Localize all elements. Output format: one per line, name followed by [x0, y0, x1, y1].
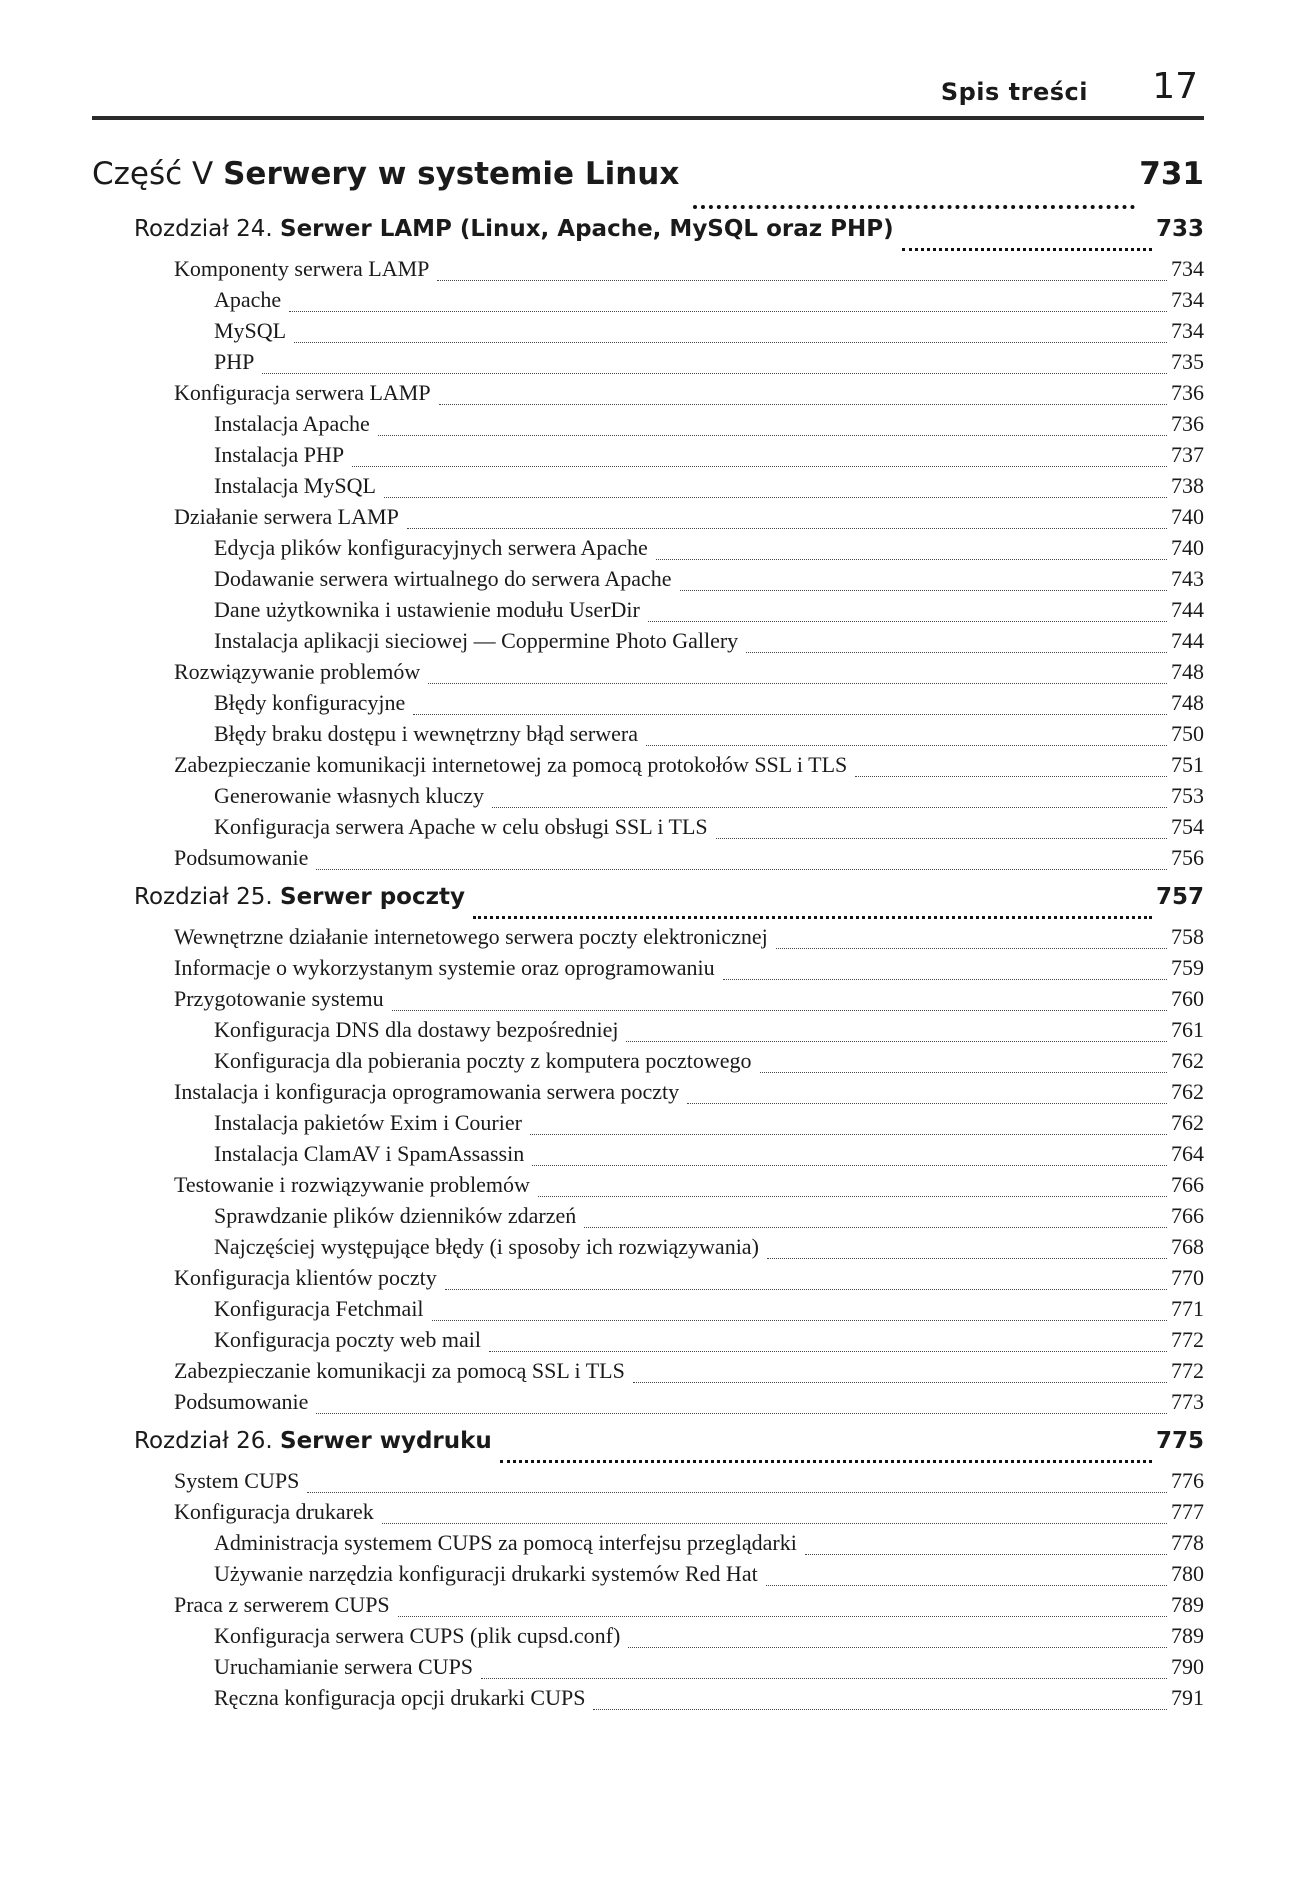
- entry-page: 738: [1171, 473, 1204, 498]
- chapter-page: 757: [1155, 884, 1204, 910]
- dot-leader: [723, 979, 1167, 980]
- dot-leader: [538, 1196, 1167, 1197]
- entry-title: Konfiguracja serwera CUPS (plik cupsd.conf): [214, 1623, 621, 1648]
- toc-subsection: [92, 1296, 1204, 1327]
- entry-title: Rozwiązywanie problemów: [174, 659, 421, 684]
- dot-leader: [593, 1709, 1167, 1710]
- toc-section: [92, 1265, 1204, 1296]
- entry-title: Dane użytkownika i ustawienie modułu UserDir: [214, 597, 640, 622]
- toc-section: [92, 1358, 1204, 1389]
- dot-leader: [693, 205, 1135, 209]
- entry-page: 734: [1171, 318, 1204, 343]
- dot-leader: [481, 1678, 1167, 1679]
- dot-leader: [398, 1616, 1167, 1617]
- dot-leader: [716, 838, 1167, 839]
- dot-leader: [628, 1647, 1167, 1648]
- entry-title: Generowanie własnych kluczy: [214, 783, 485, 808]
- part-label: [92, 156, 679, 192]
- entry-title: Instalacja aplikacji sieciowej — Coppermine Photo Gallery: [214, 628, 739, 653]
- toc-section: [92, 1592, 1204, 1623]
- toc-subsection: [92, 721, 1204, 752]
- entry-title: Podsumowanie: [174, 1389, 309, 1414]
- entry-page: 761: [1171, 1017, 1204, 1042]
- toc-subsection: [92, 1234, 1204, 1265]
- dot-leader: [432, 1320, 1167, 1321]
- dot-leader: [805, 1554, 1167, 1555]
- toc-subsection: [92, 287, 1204, 318]
- entry-title: Błędy braku dostępu i wewnętrzny błąd serwera: [214, 721, 638, 746]
- toc-section: [92, 1468, 1204, 1499]
- toc-subsection: [92, 1203, 1204, 1234]
- entry-page: 734: [1171, 256, 1204, 281]
- dot-leader: [382, 1523, 1167, 1524]
- entry-page: 789: [1171, 1623, 1204, 1648]
- dot-leader: [902, 248, 1152, 251]
- toc-subsection: [92, 535, 1204, 566]
- entry-title: Zabezpieczanie komunikacji internetowej za pomocą protokołów SSL i TLS: [174, 752, 848, 777]
- dot-leader: [445, 1289, 1167, 1290]
- toc-subsection: [92, 597, 1204, 628]
- running-header-title: Spis treści: [940, 78, 1088, 106]
- dot-leader: [289, 311, 1167, 312]
- entry-title: Błędy konfiguracyjne: [214, 690, 406, 715]
- entry-page: 756: [1171, 845, 1204, 870]
- entry-title: Instalacja ClamAV i SpamAssassin: [214, 1141, 525, 1166]
- toc-subsection: [92, 1654, 1204, 1685]
- dot-leader: [492, 807, 1167, 808]
- part-prefix: Część V: [92, 156, 214, 192]
- entry-title: Konfiguracja drukarek: [174, 1499, 374, 1524]
- dot-leader: [687, 1103, 1167, 1104]
- dot-leader: [626, 1041, 1167, 1042]
- page-number: 17: [1152, 66, 1198, 107]
- dot-leader: [532, 1165, 1167, 1166]
- toc-subsection: [92, 1141, 1204, 1172]
- chapter-title: Serwer wydruku: [280, 1428, 492, 1454]
- chapter-prefix: Rozdział 26.: [134, 1428, 273, 1454]
- dot-leader: [428, 683, 1167, 684]
- entry-page: 768: [1171, 1234, 1204, 1259]
- entry-page: 748: [1171, 690, 1204, 715]
- chapter-label: [134, 1428, 492, 1454]
- chapter-title: Serwer LAMP (Linux, Apache, MySQL oraz PHP): [280, 216, 894, 242]
- dot-leader: [307, 1492, 1167, 1493]
- entry-page: 771: [1171, 1296, 1204, 1321]
- entry-page: 762: [1171, 1079, 1204, 1104]
- entry-page: 734: [1171, 287, 1204, 312]
- dot-leader: [530, 1134, 1167, 1135]
- entry-title: Najczęściej występujące błędy (i sposoby ich rozwiązywania): [214, 1234, 759, 1259]
- entry-page: 735: [1171, 349, 1204, 374]
- toc-section: [92, 1499, 1204, 1530]
- entry-page: 744: [1171, 628, 1204, 653]
- entry-page: 754: [1171, 814, 1204, 839]
- toc-section: [92, 380, 1204, 411]
- toc-section: [92, 924, 1204, 955]
- entry-title: Apache: [214, 287, 282, 312]
- entry-title: Konfiguracja klientów poczty: [174, 1265, 437, 1290]
- entry-title: Przygotowanie systemu: [174, 986, 384, 1011]
- entry-title: Informacje o wykorzystanym systemie oraz oprogramowaniu: [174, 955, 715, 980]
- toc-chapter: [92, 884, 1204, 924]
- entry-title: MySQL: [214, 318, 287, 343]
- toc-section: [92, 955, 1204, 986]
- entry-page: 790: [1171, 1654, 1204, 1679]
- entry-title: Podsumowanie: [174, 845, 309, 870]
- chapter-page: 733: [1155, 216, 1204, 242]
- entry-title: Konfiguracja dla pobierania poczty z komputera pocztowego: [214, 1048, 752, 1073]
- toc-subsection: [92, 1561, 1204, 1592]
- dot-leader: [500, 1460, 1152, 1463]
- entry-page: 789: [1171, 1592, 1204, 1617]
- running-header: [92, 60, 1204, 120]
- toc-subsection: [92, 1327, 1204, 1358]
- toc-section: [92, 504, 1204, 535]
- chapter-page: 775: [1155, 1428, 1204, 1454]
- chapter-label: [134, 884, 465, 910]
- entry-title: Komponenty serwera LAMP: [174, 256, 430, 281]
- toc-subsection: [92, 411, 1204, 442]
- dot-leader: [473, 916, 1152, 919]
- entry-page: 777: [1171, 1499, 1204, 1524]
- entry-title: Konfiguracja DNS dla dostawy bezpośredniej: [214, 1017, 619, 1042]
- toc-subsection: [92, 628, 1204, 659]
- entry-page: 753: [1171, 783, 1204, 808]
- part-page: 731: [1139, 156, 1204, 192]
- chapter-label: [134, 216, 894, 242]
- toc-section: [92, 986, 1204, 1017]
- toc-section: [92, 845, 1204, 876]
- entry-title: Zabezpieczanie komunikacji za pomocą SSL i TLS: [174, 1358, 625, 1383]
- toc-section: [92, 659, 1204, 690]
- entry-title: Uruchamianie serwera CUPS: [214, 1654, 474, 1679]
- dot-leader: [646, 745, 1167, 746]
- toc-subsection: [92, 1048, 1204, 1079]
- toc-section: [92, 1079, 1204, 1110]
- toc-subsection: [92, 1623, 1204, 1654]
- toc-chapter: [92, 216, 1204, 256]
- toc-section: [92, 1389, 1204, 1420]
- entry-page: 760: [1171, 986, 1204, 1011]
- toc-subsection: [92, 1685, 1204, 1716]
- entry-page: 776: [1171, 1468, 1204, 1493]
- dot-leader: [746, 652, 1167, 653]
- entry-page: 740: [1171, 535, 1204, 560]
- entry-page: 770: [1171, 1265, 1204, 1290]
- entry-title: Używanie narzędzia konfiguracji drukarki systemów Red Hat: [214, 1561, 758, 1586]
- toc-subsection: [92, 814, 1204, 845]
- part-title: Serwery w systemie Linux: [223, 156, 680, 192]
- entry-title: System CUPS: [174, 1468, 300, 1493]
- toc-subsection: [92, 1530, 1204, 1561]
- entry-title: Instalacja MySQL: [214, 473, 376, 498]
- toc-subsection: [92, 1017, 1204, 1048]
- entry-page: 736: [1171, 380, 1204, 405]
- toc-subsection: [92, 1110, 1204, 1141]
- entry-page: 736: [1171, 411, 1204, 436]
- chapter-prefix: Rozdział 24.: [134, 216, 273, 242]
- entry-title: Konfiguracja Fetchmail: [214, 1296, 424, 1321]
- dot-leader: [384, 497, 1167, 498]
- entry-title: Instalacja pakietów Exim i Courier: [214, 1110, 522, 1135]
- table-of-contents: [92, 152, 1204, 1716]
- dot-leader: [680, 590, 1167, 591]
- entry-page: 748: [1171, 659, 1204, 684]
- entry-page: 744: [1171, 597, 1204, 622]
- entry-page: 740: [1171, 504, 1204, 529]
- entry-title: Administracja systemem CUPS za pomocą interfejsu przeglądarki: [214, 1530, 797, 1555]
- chapters-list: [92, 216, 1204, 1716]
- dot-leader: [855, 776, 1167, 777]
- entry-title: Działanie serwera LAMP: [174, 504, 399, 529]
- toc-subsection: [92, 566, 1204, 597]
- entry-page: 750: [1171, 721, 1204, 746]
- dot-leader: [437, 280, 1167, 281]
- dot-leader: [262, 373, 1167, 374]
- entry-page: 759: [1171, 955, 1204, 980]
- dot-leader: [489, 1351, 1167, 1352]
- dot-leader: [633, 1382, 1167, 1383]
- dot-leader: [294, 342, 1167, 343]
- entry-title: Praca z serwerem CUPS: [174, 1592, 390, 1617]
- entry-title: Edycja plików konfiguracyjnych serwera Apache: [214, 535, 648, 560]
- entry-page: 772: [1171, 1358, 1204, 1383]
- entry-title: Ręczna konfiguracja opcji drukarki CUPS: [214, 1685, 586, 1710]
- entry-title: Instalacja Apache: [214, 411, 370, 436]
- entry-title: PHP: [214, 349, 255, 374]
- entry-page: 762: [1171, 1110, 1204, 1135]
- toc-subsection: [92, 318, 1204, 349]
- dot-leader: [584, 1227, 1167, 1228]
- dot-leader: [392, 1010, 1167, 1011]
- dot-leader: [316, 1413, 1167, 1414]
- entry-title: Instalacja PHP: [214, 442, 345, 467]
- toc-subsection: [92, 349, 1204, 380]
- dot-leader: [439, 404, 1167, 405]
- dot-leader: [413, 714, 1167, 715]
- entry-page: 780: [1171, 1561, 1204, 1586]
- entry-page: 762: [1171, 1048, 1204, 1073]
- dot-leader: [776, 948, 1167, 949]
- entry-title: Konfiguracja serwera LAMP: [174, 380, 431, 405]
- toc-section: [92, 256, 1204, 287]
- toc-subsection: [92, 442, 1204, 473]
- toc-part: [92, 156, 1204, 216]
- entry-page: 737: [1171, 442, 1204, 467]
- dot-leader: [407, 528, 1167, 529]
- dot-leader: [352, 466, 1167, 467]
- dot-leader: [767, 1258, 1167, 1259]
- dot-leader: [648, 621, 1167, 622]
- entry-page: 772: [1171, 1327, 1204, 1352]
- entry-title: Dodawanie serwera wirtualnego do serwera Apache: [214, 566, 672, 591]
- entry-page: 764: [1171, 1141, 1204, 1166]
- dot-leader: [656, 559, 1167, 560]
- toc-subsection: [92, 690, 1204, 721]
- entry-page: 758: [1171, 924, 1204, 949]
- toc-section: [92, 752, 1204, 783]
- dot-leader: [766, 1585, 1167, 1586]
- entry-page: 791: [1171, 1685, 1204, 1710]
- dot-leader: [378, 435, 1167, 436]
- toc-section: [92, 1172, 1204, 1203]
- chapter-title: Serwer poczty: [280, 884, 465, 910]
- dot-leader: [760, 1072, 1167, 1073]
- dot-leader: [316, 869, 1167, 870]
- toc-chapter: [92, 1428, 1204, 1468]
- entry-page: 766: [1171, 1203, 1204, 1228]
- toc-subsection: [92, 473, 1204, 504]
- entry-title: Sprawdzanie plików dzienników zdarzeń: [214, 1203, 577, 1228]
- entry-page: 778: [1171, 1530, 1204, 1555]
- entry-title: Konfiguracja serwera Apache w celu obsługi SSL i TLS: [214, 814, 708, 839]
- entry-title: Instalacja i konfiguracja oprogramowania serwera poczty: [174, 1079, 680, 1104]
- entry-title: Konfiguracja poczty web mail: [214, 1327, 481, 1352]
- entry-page: 751: [1171, 752, 1204, 777]
- entry-title: Testowanie i rozwiązywanie problemów: [174, 1172, 530, 1197]
- entry-page: 766: [1171, 1172, 1204, 1197]
- chapter-prefix: Rozdział 25.: [134, 884, 273, 910]
- entry-page: 773: [1171, 1389, 1204, 1414]
- toc-subsection: [92, 783, 1204, 814]
- entry-page: 743: [1171, 566, 1204, 591]
- entry-title: Wewnętrzne działanie internetowego serwera poczty elektronicznej: [174, 924, 768, 949]
